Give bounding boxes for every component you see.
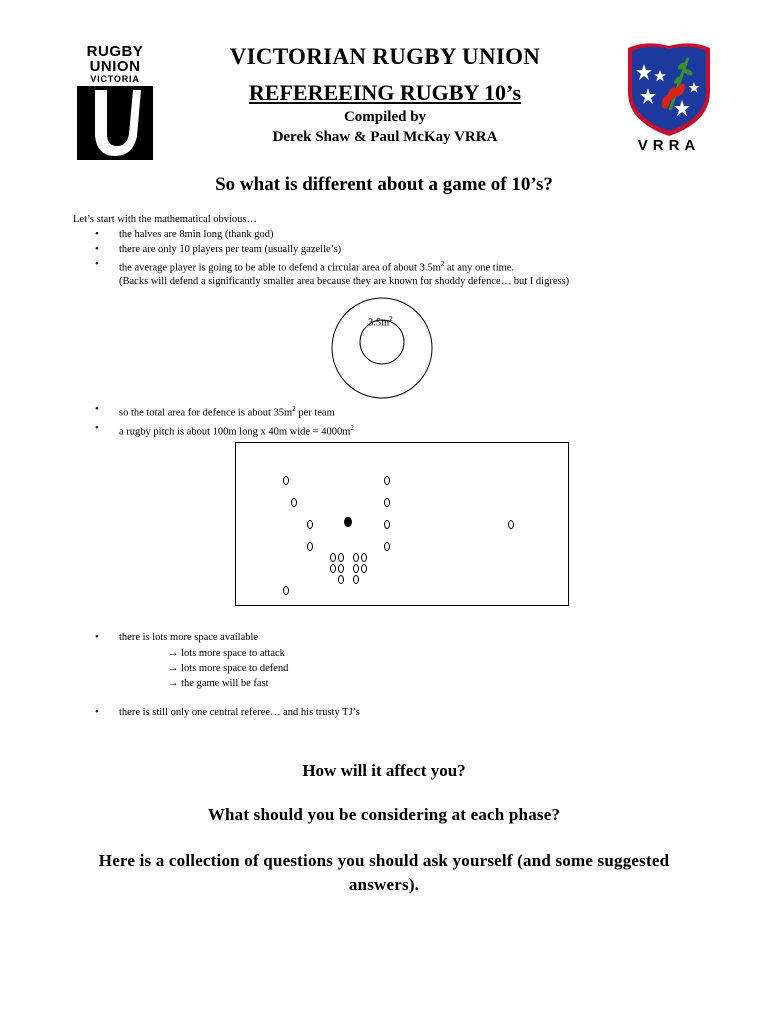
list-item	[95, 242, 514, 257]
player-marker	[338, 564, 344, 573]
logo-text-line2: UNION	[89, 58, 141, 75]
circle-area-label	[368, 315, 393, 329]
bullet-icon: •	[95, 707, 99, 718]
bullet-list-facts	[95, 227, 514, 276]
list-item-text: a rugby pitch is about 100m long x 40m wide = 4000m	[119, 426, 351, 437]
logo-text-line3: VICTORIA	[90, 74, 140, 84]
circle-label-text: 3.5m	[368, 317, 390, 329]
player-marker	[353, 575, 359, 584]
bullet-icon: •	[95, 422, 99, 434]
list-item-text-tail: per team	[295, 407, 335, 419]
list-item	[95, 402, 354, 421]
player-marker	[353, 564, 359, 573]
bullet-list-referee	[95, 705, 360, 720]
rugby-pitch-diagram	[235, 442, 569, 606]
list-item-text: there are only 10 players per team (usually gazelle’s)	[119, 244, 342, 255]
bullet-list-space	[95, 630, 258, 645]
list-item	[95, 227, 514, 242]
question-heading-1: How will it affect you?	[302, 761, 466, 780]
bullet-icon: •	[95, 229, 99, 240]
arrow-right-icon: →	[168, 678, 179, 689]
list-item-text: there is still only one central referee… and his trusty TJ’s	[119, 707, 360, 718]
arrow-item-text: the game will be fast	[181, 678, 269, 689]
list-item-text: the average player is going to be able to defend a circular area of about 3.5m	[119, 262, 441, 274]
arrow-item	[168, 676, 288, 691]
page-subtitle	[160, 80, 610, 106]
player-marker	[283, 586, 289, 595]
bullet-icon: •	[95, 244, 99, 255]
superscript: 2	[440, 260, 445, 268]
rugby-union-victoria-logo	[77, 44, 153, 148]
subtitle-text: REFEREEING RUGBY 10’s	[248, 80, 522, 105]
arrow-item	[168, 661, 288, 676]
ball-marker	[344, 517, 352, 527]
player-marker	[330, 553, 336, 562]
bullet-list-area	[95, 402, 354, 439]
logo-v-emblem-icon	[77, 86, 153, 160]
player-marker	[384, 498, 390, 507]
authors: Derek Shaw & Paul McKay VRRA	[272, 129, 498, 145]
player-marker	[307, 520, 313, 529]
arrow-right-icon: →	[168, 648, 179, 659]
list-item	[95, 705, 360, 720]
list-item-text: so the total area for defence is about 35m	[119, 407, 293, 419]
intro-text: Let’s start with the mathematical obvious…	[73, 214, 258, 225]
vrra-shield-icon	[622, 40, 716, 140]
player-marker	[384, 520, 390, 529]
page-title: VICTORIAN RUGBY UNION	[229, 44, 541, 69]
vrra-crest	[622, 40, 716, 158]
logo-text-line1: RUGBY	[86, 43, 144, 60]
list-item-text-tail: at any one time.	[444, 262, 515, 274]
player-marker	[338, 575, 344, 584]
player-marker	[508, 520, 514, 529]
player-marker	[291, 498, 297, 507]
compiled-by-label: Compiled by	[343, 109, 427, 125]
superscript: 2	[350, 423, 354, 432]
defence-area-circle-diagram	[330, 296, 434, 400]
player-marker	[283, 476, 289, 485]
player-marker	[361, 553, 367, 562]
list-item	[95, 630, 258, 645]
list-item-text: there is lots more space available	[119, 632, 259, 643]
arrow-item-text: lots more space to attack	[181, 648, 285, 659]
player-marker	[353, 553, 359, 562]
question-heading-2: What should you be considering at each phase?	[207, 805, 561, 824]
player-marker	[307, 542, 313, 551]
list-item	[95, 257, 514, 276]
crest-label: VRRA	[637, 137, 701, 154]
player-marker	[338, 553, 344, 562]
section-heading: So what is different about a game of 10’s?	[215, 174, 553, 195]
bullet-icon: •	[95, 259, 99, 270]
compiled-by-block	[160, 107, 610, 147]
question-heading-3: Here is a collection of questions you should ask yourself (and some suggested answers).	[98, 851, 670, 894]
bullet-icon: •	[95, 632, 99, 643]
backs-note: (Backs will defend a significantly smaller area because they are known for shoddy defence… but I digress)	[119, 276, 570, 287]
player-marker	[384, 542, 390, 551]
player-marker	[330, 564, 336, 573]
arrow-list	[168, 646, 288, 691]
arrow-right-icon: →	[168, 663, 179, 674]
outer-circle	[332, 298, 432, 398]
bullet-icon: •	[95, 404, 99, 415]
arrow-item	[168, 646, 288, 661]
superscript: 2	[389, 315, 393, 323]
player-marker	[384, 476, 390, 485]
player-marker	[361, 564, 367, 573]
list-item	[95, 421, 354, 440]
list-item-text: the halves are 8min long (thank god)	[119, 229, 274, 240]
arrow-item-text: lots more space to defend	[181, 663, 289, 674]
superscript: 2	[292, 405, 296, 413]
